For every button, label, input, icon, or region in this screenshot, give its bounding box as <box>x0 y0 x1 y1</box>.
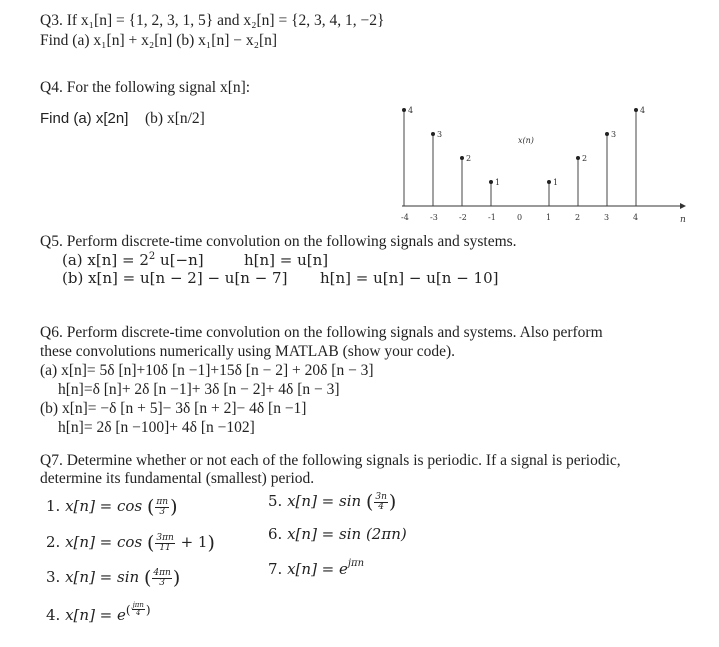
stem-plot <box>390 90 690 230</box>
q7-line1: Q7. Determine whether or not each of the following signals is periodic. If a signal is periodic, <box>40 452 621 469</box>
q7-item-2-number: 2. <box>46 533 61 551</box>
stem-point <box>402 108 406 112</box>
tick-label: -1 <box>488 213 496 222</box>
q7-item-7 <box>268 558 364 578</box>
q3-line2: Find (a) x₁[n] + x₂[n] (b) x₁[n] − x₂[n] <box>40 32 278 49</box>
q7-item-7-exp: jπn <box>347 558 365 569</box>
q7-item-6-expr: x[n] = sin (2πn) <box>287 525 407 543</box>
q7-item-7-lhs: x[n] = e <box>287 560 348 578</box>
q7-item-4-num: jπn <box>132 601 144 609</box>
data-label: 1 <box>553 178 559 187</box>
q6-line2: these convolutions numerically using MATLAB (show your code). <box>40 343 455 360</box>
q5-a-x-text: (a) x[n] = 2 <box>62 251 149 269</box>
tick-label: 0 <box>517 213 523 222</box>
data-label: 2 <box>582 154 588 163</box>
data-label: 3 <box>611 130 617 139</box>
tick-label: 2 <box>575 213 581 222</box>
q7-item-5-den: 4 <box>378 501 385 512</box>
tick-label: 4 <box>633 213 639 222</box>
data-label: 4 <box>408 106 414 115</box>
q6-a-h: h[n]=δ [n]+ 2δ [n −1]+ 3δ [n − 2]+ 4δ [n − 3] <box>58 381 340 398</box>
q6-a-x: (a) x[n]= 5δ [n]+10δ [n −1]+15δ [n − 2] + 20δ [n − 3] <box>40 362 374 379</box>
q7-item-2-num: 3πn <box>156 532 174 543</box>
stem-point <box>489 180 493 184</box>
data-label: 3 <box>437 130 443 139</box>
data-label: 4 <box>640 106 646 115</box>
q5-b-h: h[n] = u[n] − u[n − 10] <box>320 269 499 287</box>
q7-item-3: 3. x[n] = sin ( $\frac{4\pi n}{3}$ ) <box>46 567 181 589</box>
q7-item-1: 1. x[n] = cos ( $\frac{\pi n}{3}$ ) <box>46 496 178 518</box>
q7-item-7-number: 7. <box>268 560 283 578</box>
tick-label: -3 <box>430 213 438 222</box>
q5-a-x <box>62 251 204 269</box>
q7-item-5-lhs: x[n] = sin <box>287 492 362 510</box>
tick-label: 3 <box>604 213 610 222</box>
q7-item-4-den: 4 <box>136 609 141 617</box>
q7-item-2: 2. x[n] = cos ( $\frac{3\pi n}{11}$ + 1) <box>46 532 215 554</box>
stem-point <box>634 108 638 112</box>
q6-b-h: h[n]= 2δ [n −100]+ 4δ [n −102] <box>58 419 255 436</box>
stem-point <box>547 180 551 184</box>
q7-item-1-num: πn <box>156 496 169 507</box>
q7-item-4: 4. $x[n] = e^{( \frac{\text{jπn}}{4} )}$ <box>46 601 151 624</box>
chart-title: x(n) <box>518 136 534 145</box>
q7-item-2-den: 11 <box>159 542 171 553</box>
tick-label: 1 <box>546 213 552 222</box>
q7-line2: determine its fundamental (smallest) period. <box>40 470 315 487</box>
x-axis-arrow <box>680 203 686 209</box>
q5-title: Q5. Perform discrete-time convolution on the following signals and systems. <box>40 233 517 250</box>
q7-item-3-den: 3 <box>159 577 165 588</box>
q7-item-5: 5. x[n] = sin ( $\frac{3n}{4}$ ) <box>268 491 397 513</box>
stem-point <box>431 132 435 136</box>
q4-title: Q4. For the following signal x[n]: <box>40 79 251 96</box>
q4-find-a: Find (a) x[2n] <box>40 110 129 127</box>
q7-item-1-lhs: x[n] = cos <box>65 497 143 515</box>
x-axis-label: n <box>680 215 686 225</box>
q5-a-exp: 2 <box>148 251 156 262</box>
stem-point <box>605 132 609 136</box>
q7-item-3-number: 3. <box>46 568 61 586</box>
q5-a-x-rest: u[−n] <box>155 251 204 269</box>
q7-item-4-number: 4. <box>46 606 61 624</box>
q7-item-1-number: 1. <box>46 497 61 515</box>
q7-item-2-lhs: x[n] = cos <box>65 533 143 551</box>
stem-point <box>576 156 580 160</box>
q3-line1: Q3. If x₁[n] = {1, 2, 3, 1, 5} and x₂[n] = {2, 3, 4, 1, −2} <box>40 12 385 29</box>
q7-item-6 <box>268 525 407 543</box>
q7-item-3-num: 4πn <box>153 567 171 578</box>
q5-b-x: (b) x[n] = u[n − 2] − u[n − 7] <box>62 269 288 287</box>
q6-line1: Q6. Perform discrete-time convolution on the following signals and systems. Also perform <box>40 324 603 341</box>
q7-item-5-number: 5. <box>268 492 283 510</box>
q5-a-h: h[n] = u[n] <box>244 251 329 269</box>
tick-label: -4 <box>401 213 409 222</box>
q7-item-1-den: 3 <box>159 506 166 517</box>
q4-find-b: (b) x[n/2] <box>145 110 205 127</box>
q7-item-4-lhs: x[n] = e <box>65 606 126 624</box>
tick-label: -2 <box>459 213 467 222</box>
q7-item-5-num: 3n <box>375 491 387 502</box>
data-label: 2 <box>466 154 472 163</box>
stem-point <box>460 156 464 160</box>
q7-item-3-lhs: x[n] = sin <box>65 568 140 586</box>
q7-item-2-plus: + 1 <box>180 533 208 551</box>
q7-item-6-number: 6. <box>268 525 283 543</box>
data-label: 1 <box>495 178 501 187</box>
q6-b-x: (b) x[n]= −δ [n + 5]− 3δ [n + 2]− 4δ [n −1] <box>40 400 307 417</box>
